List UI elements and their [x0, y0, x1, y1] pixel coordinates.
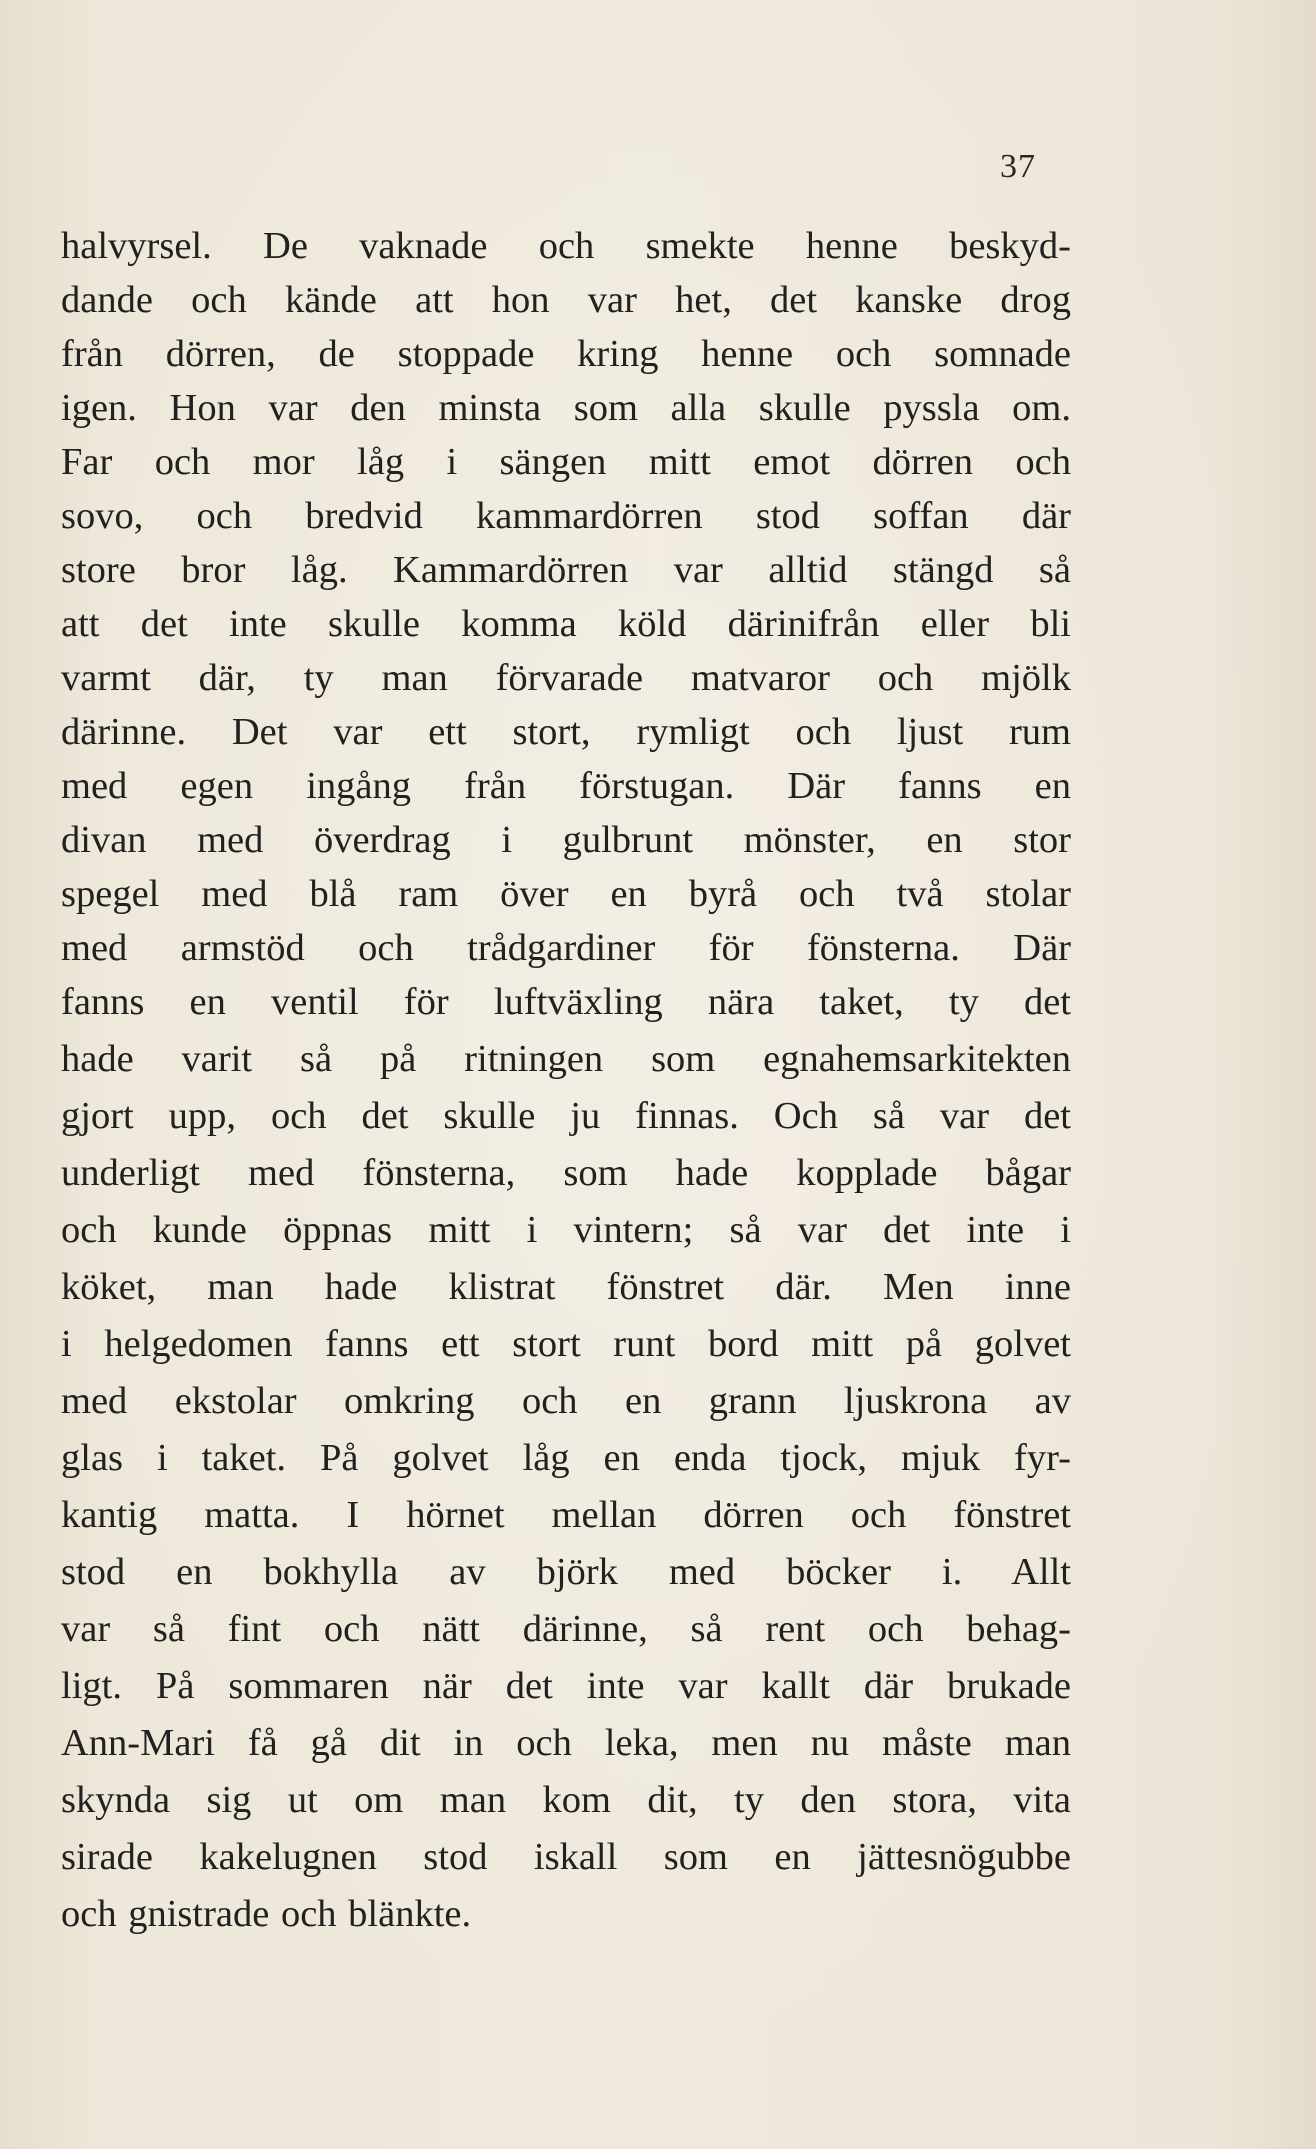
text-line: fanns en ventil för luftväxling nära taket, ty det: [61, 981, 1071, 1023]
text-line: igen. Hon var den minsta som alla skulle pyssla om.: [61, 387, 1071, 429]
text-line: från dörren, de stoppade kring henne och somnade: [61, 333, 1071, 375]
text-line: Ann-Mari få gå dit in och leka, men nu måste man: [61, 1722, 1071, 1764]
text-line: och gnistrade och blänkte.: [61, 1893, 472, 1935]
text-line: att det inte skulle komma köld därinifrån eller bli: [61, 603, 1071, 645]
text-line: köket, man hade klistrat fönstret där. Men inne: [61, 1266, 1071, 1308]
text-line: varmt där, ty man förvarade matvaror och mjölk: [61, 657, 1071, 699]
text-line: var så fint och nätt därinne, så rent och behag-: [61, 1608, 1071, 1650]
text-line: med egen ingång från förstugan. Där fanns en: [61, 765, 1071, 807]
text-line: gjort upp, och det skulle ju finnas. Och så var det: [61, 1095, 1071, 1137]
page-number: 37: [1000, 148, 1036, 185]
text-line: skynda sig ut om man kom dit, ty den stora, vita: [61, 1779, 1071, 1821]
text-line: sovo, och bredvid kammardörren stod soffan där: [61, 495, 1071, 537]
text-line: i helgedomen fanns ett stort runt bord mitt på golvet: [61, 1323, 1071, 1365]
text-line: med armstöd och trådgardiner för fönsterna. Där: [61, 927, 1071, 969]
text-line: hade varit så på ritningen som egnahemsarkitekten: [61, 1038, 1071, 1080]
text-line: Far och mor låg i sängen mitt emot dörren och: [61, 441, 1071, 483]
text-line: därinne. Det var ett stort, rymligt och ljust rum: [61, 711, 1071, 753]
text-line: och kunde öppnas mitt i vintern; så var det inte i: [61, 1209, 1071, 1251]
text-line: glas i taket. På golvet låg en enda tjock, mjuk fyr-: [61, 1437, 1071, 1479]
text-line: sirade kakelugnen stod iskall som en jättesnögubbe: [61, 1836, 1071, 1878]
text-line: ligt. På sommaren när det inte var kallt där brukade: [61, 1665, 1071, 1707]
text-line: spegel med blå ram över en byrå och två stolar: [61, 873, 1071, 915]
text-line: stod en bokhylla av björk med böcker i. Allt: [61, 1551, 1071, 1593]
text-line: divan med överdrag i gulbrunt mönster, en stor: [61, 819, 1071, 861]
text-line: halvyrsel. De vaknade och smekte henne beskyd-: [61, 225, 1071, 267]
text-line: med ekstolar omkring och en grann ljuskrona av: [61, 1380, 1071, 1422]
text-line: store bror låg. Kammardörren var alltid stängd så: [61, 549, 1071, 591]
text-line: dande och kände att hon var het, det kanske drog: [61, 279, 1071, 321]
text-line: underligt med fönsterna, som hade kopplade bågar: [61, 1152, 1071, 1194]
text-line: kantig matta. I hörnet mellan dörren och fönstret: [61, 1494, 1071, 1536]
